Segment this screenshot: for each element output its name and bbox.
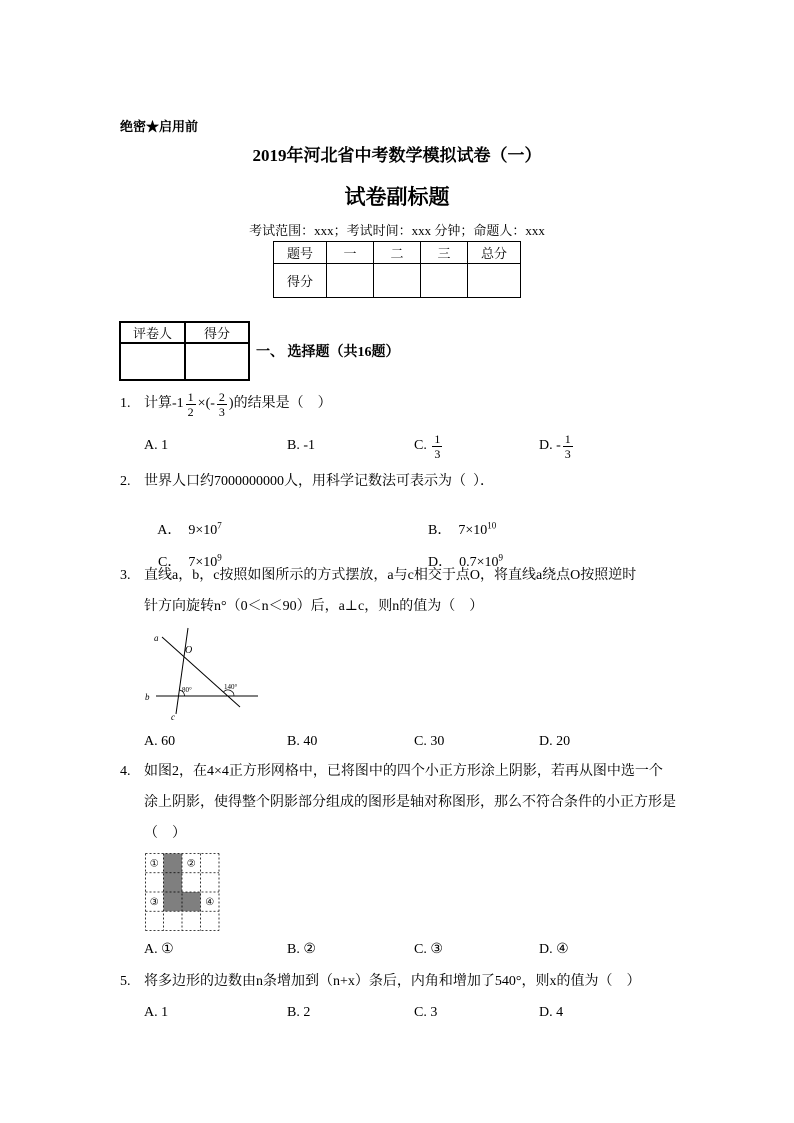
fraction [186, 390, 196, 419]
exam-title: 2019年河北省中考数学模拟试卷（一） [252, 146, 542, 165]
option-text: 2 [303, 1005, 311, 1020]
fraction [563, 432, 573, 461]
option-letter: A. [144, 438, 158, 453]
stem-text: ×(- [197, 396, 215, 411]
option-text: 4 [556, 1005, 564, 1020]
option-exponent: 9 [498, 552, 504, 563]
option-letter: B. [287, 1005, 300, 1020]
option-c [414, 1004, 437, 1022]
option-text: 30 [430, 734, 445, 749]
label-line-a: a [154, 633, 159, 643]
grader-cell [185, 343, 249, 380]
label-angle-140: 140° [224, 683, 238, 691]
option-d [539, 941, 569, 959]
option-d [539, 429, 575, 463]
option-letter: C． [158, 555, 182, 570]
stem-text: )的结果是（ ） [228, 396, 332, 411]
question-number: 5. [120, 974, 131, 989]
stem-line: 针方向旋转n°（0＜n＜90）后，a⊥c，则n的值为（ ） [144, 599, 484, 614]
section-title: 一、 选择题（共16题） [256, 345, 400, 360]
option-text: ② [303, 942, 316, 957]
label-line-b: b [145, 692, 150, 702]
fraction-denominator: 2 [187, 404, 194, 419]
exam-info: 考试范围：xxx；考试时间：xxx 分钟；命题人：xxx [249, 223, 545, 238]
option-text: ③ [430, 942, 443, 957]
score-cell [327, 264, 374, 298]
option-exponent: 10 [487, 520, 497, 531]
stem-line: 涂上阴影，使得整个阴影部分组成的图形是轴对称图形，那么不符合条件的小正方形是 [144, 795, 676, 810]
option-a [144, 1004, 168, 1022]
fraction-numerator: 2 [218, 389, 225, 404]
question-number: 2. [120, 474, 131, 489]
option-letter: B. [287, 438, 300, 453]
fraction-numerator: 1 [564, 431, 571, 446]
fraction-denominator: 3 [434, 446, 441, 461]
label-point-o: O [185, 645, 193, 656]
option-letter: D． [428, 555, 453, 570]
option-letter: D. [539, 734, 553, 749]
stem-line: （ ） [144, 826, 186, 841]
stem-text: 将多边形的边数由n条增加到（n+x）条后，内角和增加了540°，则x的值为（ ） [144, 974, 641, 989]
option-letter: B． [428, 523, 452, 538]
score-cell [421, 264, 468, 298]
line-c [176, 628, 188, 714]
option-letter: C. [414, 942, 427, 957]
score-cell [374, 264, 421, 298]
label-angle-80: 80° [182, 686, 192, 694]
question-3-stem [120, 567, 636, 585]
option-a [144, 429, 168, 463]
cell-label-4: ④ [205, 897, 215, 908]
fraction-denominator: 3 [218, 404, 225, 419]
fraction [432, 432, 442, 461]
cell-label-1: ① [149, 858, 159, 870]
option-text: 20 [556, 734, 571, 749]
option-d [539, 1004, 563, 1022]
option-c [414, 941, 443, 959]
secret-label: 绝密★启用前 [120, 119, 199, 134]
option-text: 1 [161, 438, 169, 453]
grader-header-cell: 得分 [185, 322, 249, 343]
exam-subtitle: 试卷副标题 [344, 185, 450, 209]
option-base: 7×10 [188, 555, 218, 570]
stem-text: 计算-1 [144, 396, 184, 411]
question-number: 4. [120, 764, 131, 779]
option-a [144, 733, 175, 751]
label-line-c: c [171, 712, 175, 722]
option-text: 1 [161, 1005, 169, 1020]
option-exponent: 9 [217, 552, 222, 563]
score-header-cell: 题号 [274, 242, 327, 264]
option-a [144, 941, 174, 959]
option-letter: B. [287, 734, 300, 749]
option-letter: C. [414, 734, 427, 749]
option-exponent: 7 [217, 520, 222, 531]
option-b [287, 429, 315, 463]
shaded-cells-vertical [164, 854, 183, 912]
question-number: 1. [120, 396, 131, 411]
score-table-header-row [274, 242, 521, 264]
figure-grid-4x4 [145, 853, 221, 932]
option-letter: C. [414, 438, 427, 453]
score-header-cell: 三 [421, 242, 468, 264]
option-letter: A． [157, 523, 182, 538]
score-table [273, 241, 521, 298]
fraction-numerator: 1 [434, 431, 441, 446]
option-letter: C. [414, 1005, 427, 1020]
option-base: 0.7×10 [459, 555, 499, 570]
option-prefix: - [556, 438, 561, 453]
score-header-cell: 一 [327, 242, 374, 264]
option-b [287, 1004, 310, 1022]
option-letter: D. [539, 1005, 553, 1020]
stem-line: 如图2，在4×4正方形网格中，已将图中的四个小正方形涂上阴影，若再从图中选一个 [144, 764, 663, 779]
question-4-stem [120, 763, 663, 781]
question-1-stem [120, 387, 332, 421]
option-letter: A. [144, 942, 158, 957]
option-base: 9×10 [188, 523, 218, 538]
option-c [414, 429, 444, 463]
option-text: 60 [161, 734, 176, 749]
grader-table [119, 321, 250, 381]
score-cell [468, 264, 521, 298]
grader-header-cell: 评卷人 [120, 322, 185, 343]
figure-lines-abc [140, 622, 265, 722]
option-letter: D. [539, 942, 553, 957]
grader-table-header-row [120, 322, 249, 343]
option-letter: A. [144, 1005, 158, 1020]
option-text: ④ [556, 942, 569, 957]
option-c [414, 733, 444, 751]
score-row-label: 得分 [274, 264, 327, 298]
question-2-stem [120, 473, 494, 491]
cell-label-3: ③ [149, 897, 159, 908]
option-b [287, 733, 317, 751]
option-base: 7×10 [458, 523, 488, 538]
grader-table-empty-row [120, 343, 249, 380]
stem-line: 直线a，b，c按照如图所示的方式摆放，a与c相交于点O，将直线a绕点O按照逆时 [144, 568, 637, 583]
option-b [287, 941, 316, 959]
shaded-cell-bottom [182, 892, 201, 911]
option-text: 40 [303, 734, 318, 749]
fraction-denominator: 3 [564, 446, 571, 461]
stem-text: 世界人口约7000000000人，用科学记数法可表示为（ ）． [144, 474, 494, 489]
fraction [217, 390, 227, 419]
option-letter: B. [287, 942, 300, 957]
option-text: 3 [430, 1005, 438, 1020]
option-d [539, 733, 570, 751]
score-header-cell: 总分 [468, 242, 521, 264]
question-number: 3. [120, 568, 131, 583]
score-header-cell: 二 [374, 242, 421, 264]
grader-cell [120, 343, 185, 380]
option-text: -1 [303, 438, 316, 453]
option-letter: A. [144, 734, 158, 749]
question-5-stem [120, 973, 641, 991]
fraction-numerator: 1 [187, 389, 194, 404]
option-text: ① [161, 942, 174, 957]
cell-label-2: ② [186, 858, 196, 870]
option-letter: D. [539, 438, 553, 453]
score-table-score-row [274, 264, 521, 298]
